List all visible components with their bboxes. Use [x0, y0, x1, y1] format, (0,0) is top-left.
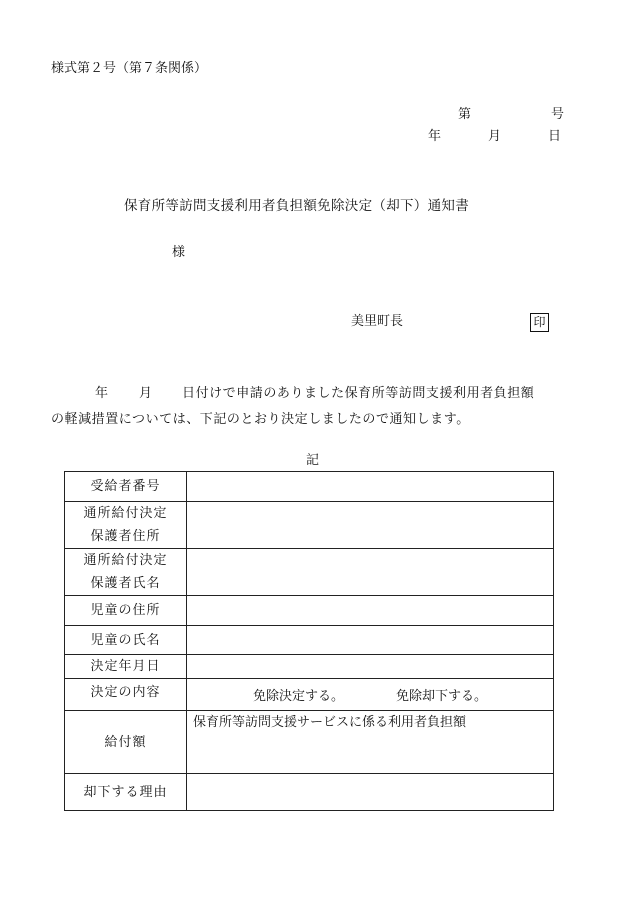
date-day: 日 [548, 129, 562, 144]
decision-date-label: 決定年月日 [65, 655, 187, 679]
ki-label: 記 [306, 453, 320, 468]
child-address-field[interactable] [187, 596, 554, 626]
guardian-address-field[interactable] [187, 502, 554, 549]
body-line-2: の軽減措置については、下記のとおり決定しましたので通知します。 [51, 412, 470, 427]
body-text [51, 381, 591, 433]
seal-mark: 印 [530, 313, 549, 332]
child-name-label: 児童の氏名 [65, 626, 187, 655]
guardian-name-label-1: 通所給付決定 [83, 553, 168, 568]
body-month: 月 [139, 386, 153, 401]
decision-option-reject[interactable]: 免除却下する。 [396, 689, 488, 704]
child-name-field[interactable] [187, 626, 554, 655]
decision-table [64, 471, 554, 811]
decision-content-field [187, 679, 554, 711]
row-decision-content [65, 679, 554, 711]
body-rest: 日付けで申請のありました保育所等訪問支援利用者負担額 [182, 386, 535, 401]
recipient-no-label: 受給者番号 [65, 472, 187, 502]
row-child-address [65, 596, 554, 626]
row-decision-date [65, 655, 554, 679]
guardian-name-field[interactable] [187, 549, 554, 596]
row-guardian-name [65, 549, 554, 596]
child-address-label: 児童の住所 [65, 596, 187, 626]
decision-date-field[interactable] [187, 655, 554, 679]
doc-number-prefix: 第 [458, 107, 472, 122]
row-child-name [65, 626, 554, 655]
row-rejection-reason [65, 774, 554, 811]
doc-number-suffix: 号 [551, 107, 565, 122]
benefit-amount-label: 給付額 [65, 711, 187, 774]
body-line-1 [51, 381, 591, 407]
rejection-reason-field[interactable] [187, 774, 554, 811]
document-title: 保育所等訪問支援利用者負担額免除決定（却下）通知書 [124, 198, 469, 214]
body-year: 年 [95, 386, 109, 401]
rejection-reason-label: 却下する理由 [65, 774, 187, 811]
benefit-amount-field[interactable] [187, 711, 554, 774]
addressee-suffix: 様 [172, 245, 186, 260]
decision-content-label: 決定の内容 [65, 679, 187, 711]
row-guardian-address [65, 502, 554, 549]
recipient-no-field[interactable] [187, 472, 554, 502]
guardian-address-label-1: 通所給付決定 [83, 506, 168, 521]
guardian-name-label [65, 549, 187, 596]
date-month: 月 [488, 129, 502, 144]
decision-option-approve[interactable]: 免除決定する。 [252, 689, 344, 704]
date-year: 年 [428, 129, 442, 144]
guardian-address-label [65, 502, 187, 549]
guardian-address-label-2: 保護者住所 [90, 529, 161, 544]
row-benefit-amount [65, 711, 554, 774]
benefit-amount-text: 保育所等訪問支援サービスに係る利用者負担額 [193, 715, 467, 730]
issuer-name: 美里町長 [351, 314, 404, 329]
row-recipient-no [65, 472, 554, 502]
guardian-name-label-2: 保護者氏名 [90, 576, 161, 591]
form-number: 様式第２号（第７条関係） [51, 61, 208, 76]
